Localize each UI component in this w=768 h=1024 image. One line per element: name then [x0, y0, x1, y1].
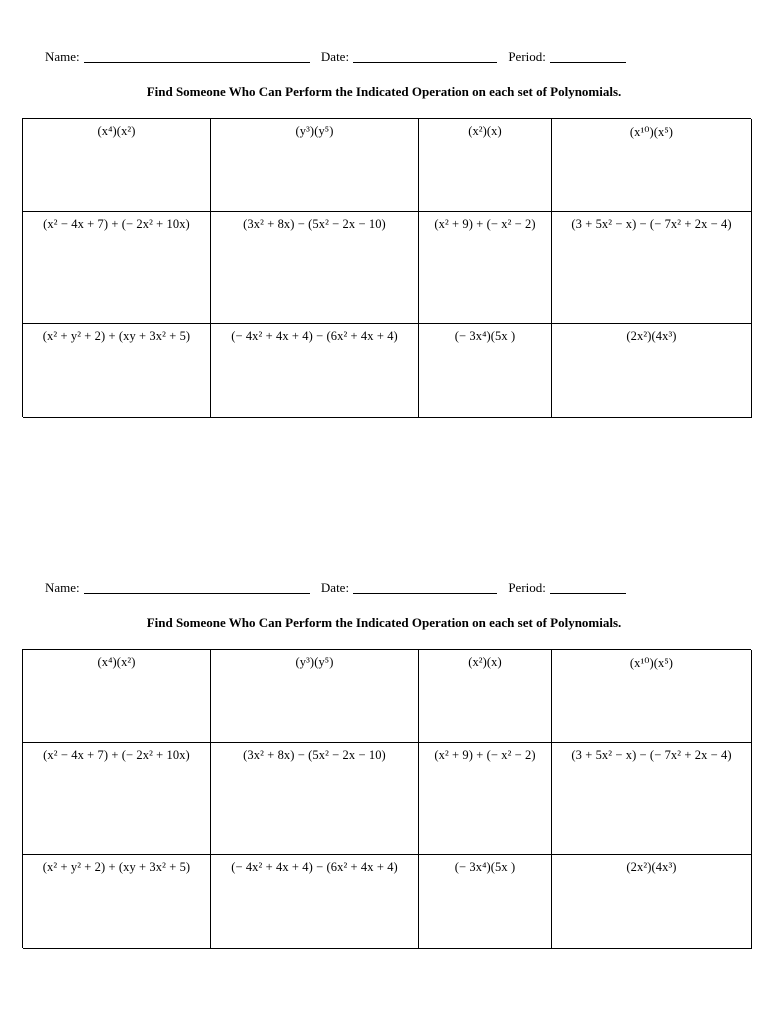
polynomial-expression: (x² + 9) + (− x² − 2) — [434, 748, 536, 762]
period-label: Period: — [508, 49, 546, 64]
problem-cell — [419, 324, 552, 418]
polynomial-expression: (2x²)(4x³) — [626, 329, 677, 343]
period-label: Period: — [508, 580, 546, 595]
worksheet-title: Find Someone Who Can Perform the Indicated Operation on each set of Polynomials. — [146, 615, 622, 630]
student-info-line — [45, 49, 626, 65]
polynomial-expression: (x⁴)(x²) — [97, 655, 136, 669]
problem-cell — [419, 650, 552, 743]
polynomial-expression: (2x²)(4x³) — [626, 860, 677, 874]
student-info-line — [45, 580, 626, 596]
polynomial-expression: (x² − 4x + 7) + (− 2x² + 10x) — [43, 217, 190, 231]
date-label: Date: — [320, 580, 350, 595]
problem-cell — [23, 855, 211, 949]
problem-cell — [23, 743, 211, 855]
polynomial-expression: (− 3x⁴)(5x ) — [454, 860, 516, 874]
problem-grid — [22, 118, 751, 417]
polynomial-expression: (x⁴)(x²) — [97, 124, 136, 138]
problem-cell — [419, 212, 552, 324]
problem-cell — [552, 119, 752, 212]
polynomial-expression: (x¹⁰)(x⁵) — [629, 125, 674, 139]
problem-cell — [552, 855, 752, 949]
polynomial-expression: (x²)(x) — [468, 124, 502, 138]
period-blank[interactable] — [550, 50, 626, 63]
problem-cell — [552, 324, 752, 418]
polynomial-expression: (3 + 5x² − x) − (− 7x² + 2x − 4) — [571, 748, 732, 762]
problem-cell — [211, 212, 419, 324]
name-label: Name: — [45, 580, 80, 595]
problem-cell — [419, 855, 552, 949]
polynomial-expression: (y³)(y⁵) — [295, 124, 334, 138]
polynomial-expression: (x² + y² + 2) + (xy + 3x² + 5) — [42, 329, 191, 343]
name-blank[interactable] — [84, 50, 310, 63]
problem-cell — [211, 324, 419, 418]
problem-cell — [211, 119, 419, 212]
polynomial-expression: (− 3x⁴)(5x ) — [454, 329, 516, 343]
date-blank[interactable] — [353, 581, 497, 594]
problem-cell — [23, 119, 211, 212]
polynomial-expression: (− 4x² + 4x + 4) − (6x² + 4x + 4) — [231, 860, 398, 874]
problem-cell — [552, 212, 752, 324]
period-blank[interactable] — [550, 581, 626, 594]
problem-cell — [211, 650, 419, 743]
problem-cell — [419, 743, 552, 855]
polynomial-expression: (x² − 4x + 7) + (− 2x² + 10x) — [43, 748, 190, 762]
polynomial-expression: (x² + 9) + (− x² − 2) — [434, 217, 536, 231]
date-label: Date: — [320, 49, 350, 64]
polynomial-expression: (− 4x² + 4x + 4) − (6x² + 4x + 4) — [231, 329, 398, 343]
polynomial-expression: (x¹⁰)(x⁵) — [629, 656, 674, 670]
problem-grid — [22, 649, 751, 948]
name-label: Name: — [45, 49, 80, 64]
polynomial-expression: (3 + 5x² − x) − (− 7x² + 2x − 4) — [571, 217, 732, 231]
problem-cell — [23, 650, 211, 743]
polynomial-expression: (x² + y² + 2) + (xy + 3x² + 5) — [42, 860, 191, 874]
name-blank[interactable] — [84, 581, 310, 594]
problem-cell — [211, 855, 419, 949]
problem-cell — [211, 743, 419, 855]
polynomial-expression: (x²)(x) — [468, 655, 502, 669]
problem-cell — [23, 212, 211, 324]
date-blank[interactable] — [353, 50, 497, 63]
polynomial-expression: (3x² + 8x) − (5x² − 2x − 10) — [243, 748, 386, 762]
problem-cell — [419, 119, 552, 212]
polynomial-expression: (y³)(y⁵) — [295, 655, 334, 669]
polynomial-expression: (3x² + 8x) − (5x² − 2x − 10) — [243, 217, 386, 231]
problem-cell — [552, 743, 752, 855]
worksheet-title: Find Someone Who Can Perform the Indicated Operation on each set of Polynomials. — [146, 84, 622, 99]
problem-cell — [552, 650, 752, 743]
problem-cell — [23, 324, 211, 418]
